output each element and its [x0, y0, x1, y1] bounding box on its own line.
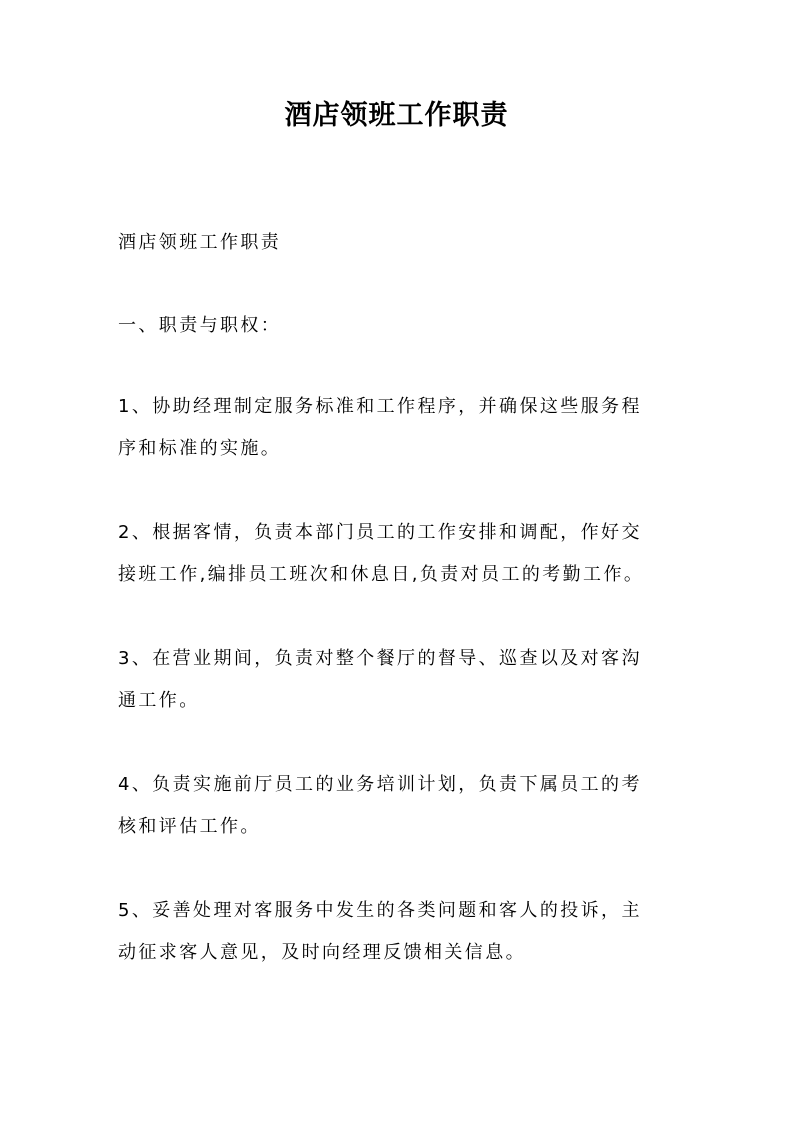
duty-item-2: [118, 512, 678, 596]
duty-item-line: 2、根据客情，负责本部门员工的工作安排和调配，作好交: [118, 522, 642, 543]
duty-item-line: 接班工作,编排员工班次和休息日,负责对员工的考勤工作。: [118, 564, 645, 585]
duty-item-line: 3、在营业期间，负责对整个餐厅的督导、巡查以及对客沟: [118, 648, 642, 669]
section-heading: 一、职责与职权：: [118, 315, 282, 336]
duty-item-3: [118, 638, 678, 722]
document-title: 酒店领班工作职责: [284, 100, 509, 131]
duty-item-1: [118, 386, 678, 470]
document-subtitle: 酒店领班工作职责: [118, 232, 282, 253]
duty-item-4: [118, 764, 678, 848]
duty-item-line: 动征求客人意见，及时向经理反馈相关信息。: [118, 942, 526, 963]
duty-item-line: 序和标准的实施。: [118, 438, 282, 459]
duty-item-line: 核和评估工作。: [118, 816, 261, 837]
duty-item-line: 5、妥善处理对客服务中发生的各类问题和客人的投诉，主: [118, 900, 642, 921]
duty-item-line: 1、协助经理制定服务标准和工作程序，并确保这些服务程: [118, 396, 642, 417]
duty-item-line: 4、负责实施前厅员工的业务培训计划，负责下属员工的考: [118, 774, 642, 795]
duty-item-line: 通工作。: [118, 690, 200, 711]
duty-item-5: [118, 890, 678, 974]
